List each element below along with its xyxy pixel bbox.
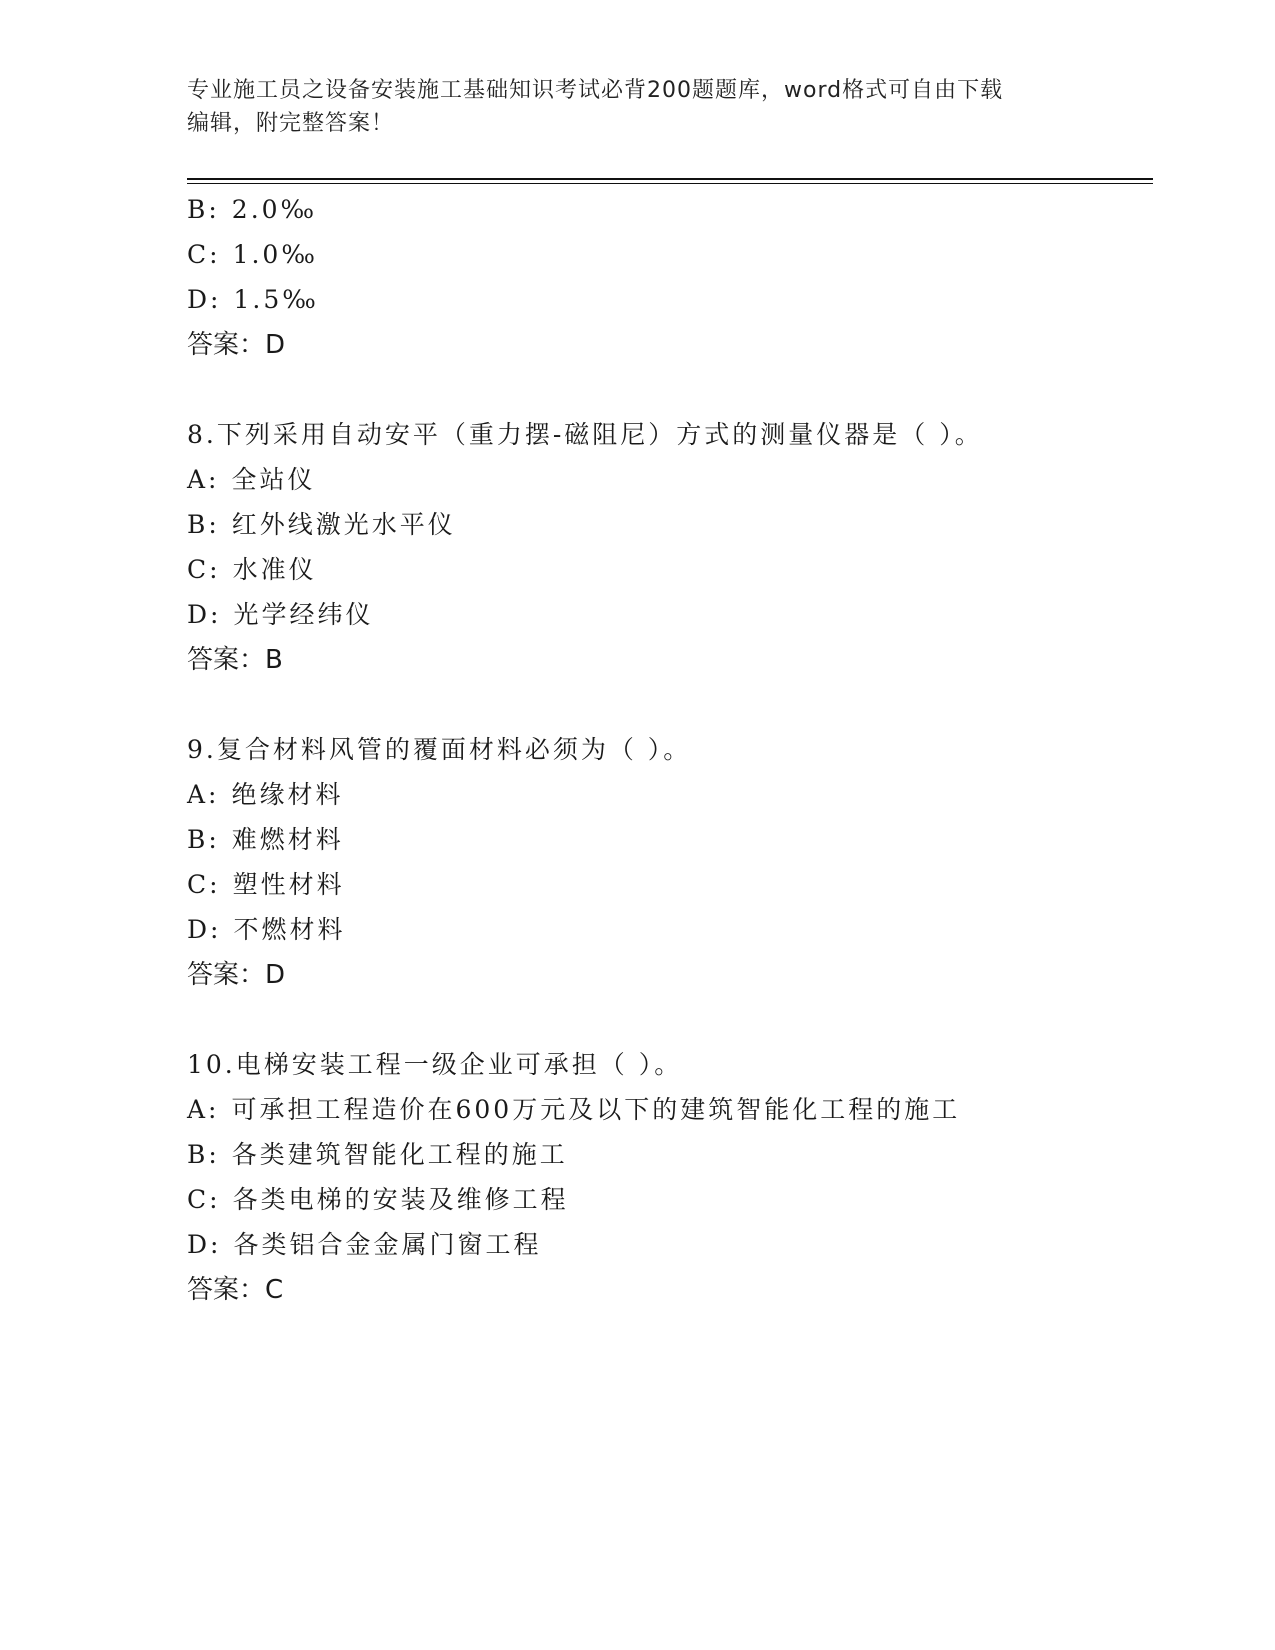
option-text: 绝缘材料: [231, 780, 344, 809]
q9-stem: 9.复合材料风管的覆面材料必须为（ ）。: [187, 735, 692, 764]
q7-option-d: [187, 285, 319, 315]
option-label: B:: [187, 195, 220, 224]
document-header: [187, 74, 1087, 140]
option-label: A:: [187, 780, 220, 809]
option-text: 光学经纬仪: [233, 600, 374, 629]
q8-option-d: [187, 600, 373, 630]
option-text: 红外线激光水平仪: [231, 510, 456, 539]
option-text: 1.0‰: [232, 240, 318, 269]
option-text: 难燃材料: [231, 825, 344, 854]
option-label: D:: [187, 915, 222, 944]
q8-option-c: [187, 555, 317, 585]
q7-option-b: [187, 195, 317, 225]
q10-option-c: [187, 1185, 569, 1215]
option-text: 塑性材料: [232, 870, 345, 899]
q8-option-b: [187, 510, 456, 540]
q8-option-a: [187, 465, 316, 495]
q10-answer: 答案：C: [187, 1275, 284, 1305]
option-label: D:: [187, 285, 222, 314]
q9-option-d: [187, 915, 345, 945]
header-rule-thin: [187, 183, 1153, 184]
option-label: B:: [187, 825, 220, 854]
option-label: C:: [187, 555, 221, 584]
q10-option-b: [187, 1140, 568, 1170]
q10-option-d: [187, 1230, 541, 1260]
q7-answer: 答案：D: [187, 330, 286, 360]
option-text: 各类建筑智能化工程的施工: [231, 1140, 568, 1169]
q9-option-c: [187, 870, 345, 900]
header-line-2: 编辑，附完整答案！: [187, 111, 395, 136]
option-text: 可承担工程造价在600万元及以下的建筑智能化工程的施工: [231, 1095, 961, 1124]
q8-answer: 答案：B: [187, 645, 283, 675]
q9-answer: 答案：D: [187, 960, 286, 990]
option-label: C:: [187, 240, 221, 269]
header-rule-thick: [187, 178, 1153, 180]
option-text: 2.0‰: [231, 195, 318, 224]
option-text: 不燃材料: [233, 915, 346, 944]
option-text: 水准仪: [232, 555, 317, 584]
header-line-1: 专业施工员之设备安装施工基础知识考试必背200题题库，word格式可自由下载: [187, 78, 1004, 103]
q7-option-c: [187, 240, 318, 270]
option-label: A:: [187, 465, 220, 494]
option-label: C:: [187, 1185, 221, 1214]
option-text: 各类铝合金金属门窗工程: [233, 1230, 542, 1259]
option-label: B:: [187, 510, 220, 539]
q8-stem: 8.下列采用自动安平（重力摆-磁阻尼）方式的测量仪器是（ ）。: [187, 420, 983, 449]
option-label: C:: [187, 870, 221, 899]
q10-stem: 10.电梯安装工程一级企业可承担（ ）。: [187, 1050, 683, 1079]
option-label: A:: [187, 1095, 220, 1124]
q9-option-b: [187, 825, 344, 855]
option-label: B:: [187, 1140, 220, 1169]
option-text: 1.5‰: [233, 285, 319, 314]
option-label: D:: [187, 600, 222, 629]
option-label: D:: [187, 1230, 222, 1259]
option-text: 各类电梯的安装及维修工程: [232, 1185, 569, 1214]
option-text: 全站仪: [231, 465, 316, 494]
q10-option-a: [187, 1095, 960, 1125]
q9-option-a: [187, 780, 344, 810]
